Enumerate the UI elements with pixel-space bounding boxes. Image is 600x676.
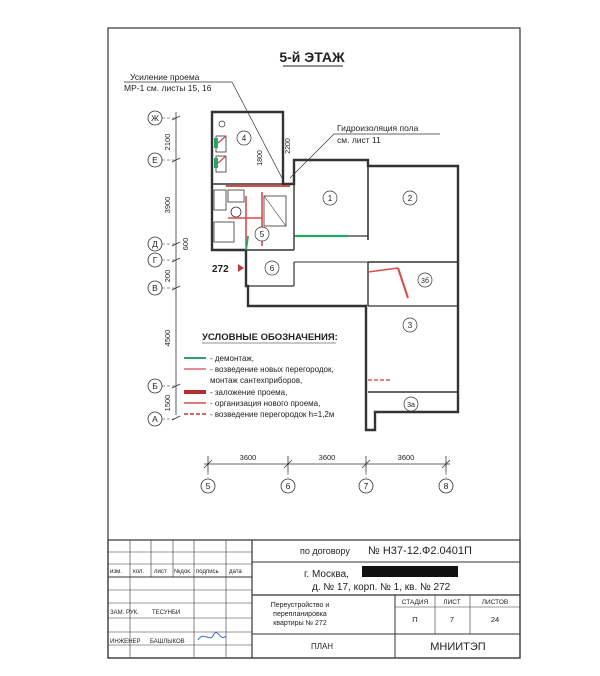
contract-number: № Н37-12.Ф2.0401П: [368, 545, 472, 557]
svg-text:6: 6: [285, 481, 291, 491]
horizontal-dims: [201, 453, 453, 493]
axis-marker-g: [148, 253, 176, 267]
room-5: [255, 227, 269, 241]
col-kol: кол.: [133, 569, 145, 575]
hdim-3: 3600: [397, 453, 415, 462]
shower-fixture: [214, 222, 234, 242]
legend: [184, 332, 338, 419]
svg-text:5: 5: [205, 481, 211, 491]
small-dim-1800: 1800: [257, 150, 264, 166]
col-izm: изм.: [110, 569, 122, 575]
sheet-value: 7: [449, 615, 455, 624]
svg-text:- заложение проема,: - заложение проема,: [210, 388, 288, 397]
svg-text:- организация нового проема,: - организация нового проема,: [210, 399, 321, 408]
axis-marker-zh: [148, 111, 176, 125]
axis-marker-6: [281, 479, 295, 493]
dim-200: 200: [163, 269, 172, 283]
svg-text:В: В: [152, 283, 158, 293]
svg-text:Е: Е: [152, 155, 158, 165]
dim-1500: 1500: [163, 394, 172, 412]
small-dim-2200: 2200: [285, 138, 292, 154]
address-city: г. Москва,: [304, 569, 349, 580]
org-name: МНИИТЭП: [430, 641, 486, 653]
plan-label: ПЛАН: [310, 642, 334, 651]
sheets-value: 24: [490, 615, 500, 624]
svg-text:7: 7: [363, 481, 369, 491]
svg-text:3б: 3б: [421, 278, 429, 285]
engineer-signature: [198, 632, 226, 640]
svg-text:- возведение перегородок h=1,2: - возведение перегородок h=1,2м: [210, 410, 335, 419]
dim-600: 600: [181, 237, 190, 251]
room-3: [403, 318, 417, 332]
hydro-note-line1: Гидроизоляция пола: [337, 123, 419, 133]
legend-item-fixtures: [210, 376, 302, 385]
legend-item-new-partitions: [184, 365, 334, 374]
apartment-pointer-icon: [238, 264, 244, 272]
bath-fixture-b: [228, 190, 244, 202]
svg-text:3а: 3а: [407, 402, 415, 409]
floor-title: 5-й ЭТАЖ: [279, 49, 345, 65]
svg-text:5: 5: [259, 230, 265, 239]
stage-label: СТАДИЯ: [401, 599, 429, 606]
legend-heading: УСЛОВНЫЕ ОБОЗНАЧЕНИЯ:: [202, 332, 338, 343]
col-sign: подпись: [196, 569, 219, 575]
svg-text:- возведение новых перегородок: - возведение новых перегородок,: [210, 365, 334, 374]
axis-letter-markers: [148, 111, 176, 426]
address-line: д. № 17, корп. № 1, кв. № 272: [312, 582, 451, 593]
hydro-leader: [290, 134, 334, 178]
svg-text:Б: Б: [152, 381, 158, 391]
toilet-fixture: [231, 207, 241, 217]
axis-marker-8: [439, 479, 453, 493]
room-6: [265, 261, 279, 275]
legend-item-demolition: [184, 354, 254, 363]
room-1: [323, 191, 337, 205]
green-mark-b: [214, 158, 218, 168]
svg-text:8: 8: [443, 481, 449, 491]
stamp-texts: [110, 545, 508, 653]
svg-text:- демонтаж,: - демонтаж,: [210, 354, 254, 363]
name-deputy: ТЕСУНБИ: [152, 610, 181, 616]
new-opening-3b: [398, 268, 408, 298]
role-engineer: ИНЖЕНЕР: [110, 639, 141, 645]
col-doc: №док.: [174, 569, 192, 575]
axis-marker-5: [201, 479, 215, 493]
kitchen-fixture-c: [219, 121, 225, 127]
green-mark-a: [214, 138, 218, 148]
sheets-label: ЛИСТОВ: [481, 599, 509, 606]
reinforce-note-line1: Усиление проема: [130, 72, 200, 82]
stage-value: П: [412, 615, 418, 624]
legend-item-low-partition: [184, 410, 334, 419]
axis-marker-a: [148, 412, 176, 426]
new-partition-3b: [368, 268, 398, 272]
work-title-line1: Переустройство и: [270, 602, 330, 609]
reinforce-note-line2: МР-1 см. листы 15, 16: [124, 83, 212, 93]
svg-text:4: 4: [241, 134, 247, 143]
red-mark-b: [218, 156, 226, 163]
svg-text:Г: Г: [152, 255, 158, 265]
axis-marker-e: [148, 153, 176, 167]
redacted-block: [362, 566, 458, 577]
bath-fixture-c-diag: [264, 196, 286, 226]
sheet-label: ЛИСТ: [443, 599, 461, 606]
svg-text:А: А: [152, 414, 158, 424]
role-deputy: ЗАМ. РУК.: [110, 610, 139, 616]
dim-4500: 4500: [163, 329, 172, 347]
room-3a: [404, 397, 418, 411]
axis-marker-b: [148, 379, 176, 393]
work-title-line2: перепланировка: [273, 611, 327, 618]
hydro-note-line2: см. лист 11: [337, 135, 381, 145]
svg-text:3: 3: [407, 321, 413, 330]
contract-prefix: по договору: [300, 546, 350, 556]
room-4: [237, 131, 251, 145]
red-mark-a: [218, 136, 226, 143]
hdim-1: 3600: [239, 453, 257, 462]
dim-3900: 3900: [163, 196, 172, 214]
dim-2100: 2100: [163, 133, 172, 151]
axis-marker-d: [148, 237, 176, 251]
col-date: дата: [229, 569, 242, 575]
legend-item-new-opening: [184, 399, 320, 408]
svg-text:2: 2: [407, 194, 413, 203]
axis-marker-7: [359, 479, 373, 493]
svg-text:монтаж сантехприборов,: монтаж сантехприборов,: [210, 376, 303, 385]
apartment-number: 272: [212, 264, 229, 275]
col-list: лист: [154, 569, 167, 575]
work-title-line3: квартиры № 272: [273, 620, 327, 627]
room-3b: [418, 273, 432, 287]
room-2: [403, 191, 417, 205]
legend-item-close-opening: [184, 388, 287, 397]
svg-text:Ж: Ж: [151, 113, 159, 123]
svg-text:Д: Д: [152, 239, 158, 249]
plan-color-marks: [214, 136, 408, 380]
hdim-2: 3600: [318, 453, 336, 462]
bath-fixture-a: [214, 190, 226, 210]
name-engineer: БАШЛЫКОВ: [150, 639, 185, 645]
svg-text:6: 6: [269, 264, 275, 273]
svg-text:1: 1: [327, 194, 333, 203]
